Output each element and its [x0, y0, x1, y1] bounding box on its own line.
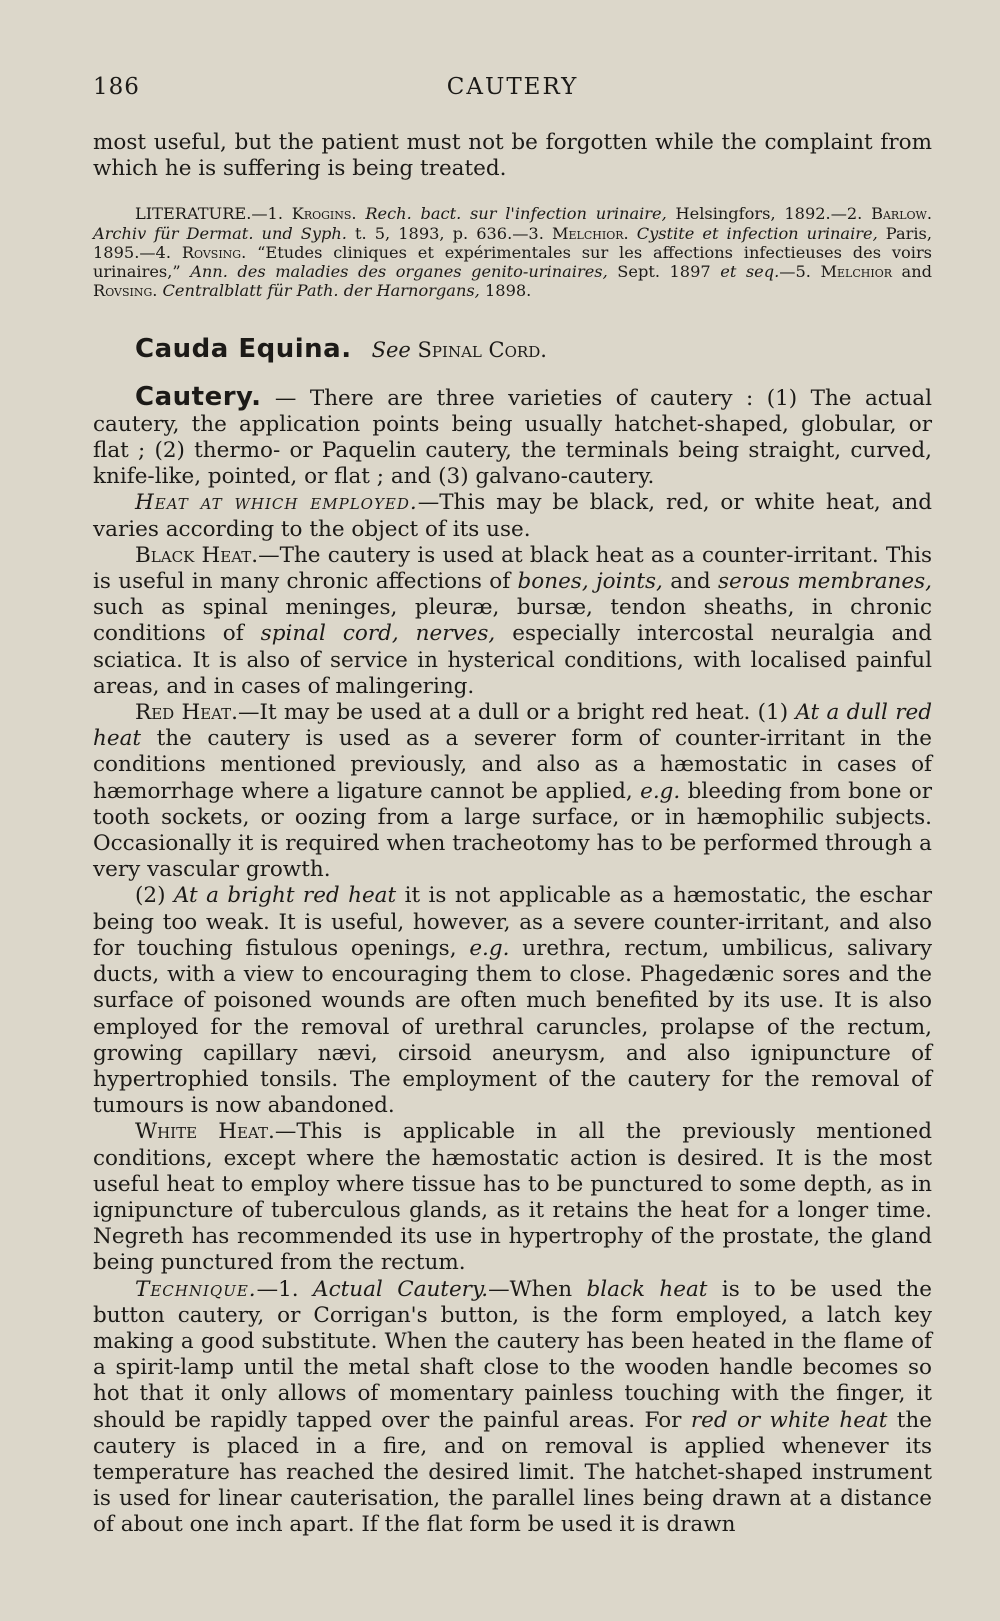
page-body — [93, 130, 932, 1539]
lit-text: Paris, 1895.—4. — [93, 223, 932, 262]
technique-text: is to be used the button cautery, or Corrigan's button, is the form employed, a latch key making a good substitute. When the cautery has been heated in the flame of a spirit-lamp until the metal shaft close to the wooden handle becomes so hot that it only allows of momentary painless touching with the finger, it should be rapidly tapped over the painful areas. For — [93, 1276, 932, 1433]
lit-title: et seq. — [720, 262, 780, 282]
lit-text: —1. — [251, 204, 292, 224]
cautery-entry — [93, 381, 932, 491]
lit-author: Melchior. — [551, 223, 629, 243]
literature-label: LITERATURE. — [135, 204, 252, 224]
emphasis: At a dull red heat — [93, 700, 932, 752]
lit-text: Sept. 1897 — [607, 262, 721, 282]
cauda-equina-heading: Cauda Equina. — [135, 334, 352, 365]
bright-red-paragraph — [93, 883, 932, 1119]
emphasis: serous membranes, — [717, 569, 932, 595]
intro-paragraph: most useful, but the patient must not be forgotten while the complaint from which he is suffering is being treated. — [93, 130, 932, 182]
lit-author: Rovsing. — [181, 242, 247, 262]
heat-subheading: Heat at which employed. — [135, 490, 418, 516]
lit-author: Krogins. — [291, 204, 357, 224]
red-heat-text: bleeding from bone or tooth sockets, or oozing from a large surface, or in hæmophilic subjects. Occasionally it is required when tracheotomy has to be performed through a very vascular growth. — [93, 778, 932, 883]
technique-paragraph — [93, 1277, 932, 1539]
literature-paragraph — [93, 204, 932, 300]
lit-title: Centralblatt für Path. der Harnorgans, — [157, 281, 480, 301]
emphasis: e.g. — [469, 935, 510, 961]
technique-text: —When — [488, 1276, 587, 1302]
technique-text: the cautery is placed in a fire, and on removal is applied whenever its temperature has reached the desired limit. The hatchet-shaped instrument is used for linear cauterisation, the parallel lines being drawn at a distance of about one inch apart. If the flat form be used it is drawn — [93, 1407, 932, 1538]
cautery-heading: Cautery. — [135, 381, 262, 412]
red-heat-text: the cautery is used as a severer form of counter-irritant in the conditions mentioned previously, and also as a hæmostatic in cases of hæmorrhage where a ligature cannot be applied, — [93, 726, 932, 804]
white-heat-subheading: White Heat. — [135, 1119, 275, 1145]
lit-text: and — [892, 262, 932, 282]
lit-title: Cystite et infection urinaire, — [628, 223, 878, 243]
black-heat-text: —The cautery is used at black heat as a counter-irritant. This is useful in many chronic affections of — [93, 542, 932, 595]
black-heat-text: especially intercostal neuralgia and sciatica. It is also of service in hysterical conditions, with localised painful areas, and in cases of malingering. — [93, 621, 932, 699]
lit-text: t. 5, 1893, p. 636.—3. — [346, 223, 552, 243]
lit-author: Barlow. — [871, 204, 932, 224]
cautery-text: — There are three varieties of cautery : (1) The actual cautery, the application points being usually hatchet-shaped, globular, or flat ; (2) thermo- or Paquelin cautery, the terminals being straight, curved, knife-like, pointed, or flat ; and (3) galvano-cautery. — [93, 385, 932, 490]
emphasis: Actual Cautery. — [313, 1276, 489, 1302]
black-heat-paragraph — [93, 543, 932, 700]
cross-reference: Spinal Cord. — [417, 338, 547, 363]
lit-author: Melchior — [820, 262, 893, 282]
page-number: 186 — [93, 74, 140, 100]
emphasis: spinal cord, nerves, — [260, 621, 496, 647]
black-heat-text: and — [662, 569, 718, 595]
lit-title: Ann. des maladies des organes genito-urinaires, — [190, 262, 608, 282]
bright-red-text: it is not applicable as a hæmostatic, the eschar being too weak. It is useful, however, as a severe counter-irritant, and also for touching fistulous openings, — [93, 883, 933, 961]
cauda-equina-entry — [93, 336, 932, 363]
white-heat-text: —This is applicable in all the previously mentioned conditions, except where the hæmostatic action is desired. It is the most useful heat to employ where tissue has to be punctured to some depth, as in ignipuncture of tuberculous glands, as it retains the heat for a longer time. Negreth has recommended its use in hypertrophy of the prostate, the gland being punctured from the rectum. — [93, 1119, 932, 1276]
lit-author: Rovsing. — [93, 281, 158, 301]
emphasis: black heat — [586, 1276, 708, 1302]
heat-paragraph — [93, 490, 932, 542]
lit-title: Rech. bact. sur l'infection urinaire, — [356, 204, 667, 224]
running-title: CAUTERY — [446, 74, 579, 100]
black-heat-text: such as spinal meninges, pleuræ, bursæ, tendon sheaths, in chronic conditions of — [93, 595, 932, 647]
lit-text: Helsingfors, 1892.—2. — [666, 204, 872, 224]
lit-text: 1898. — [479, 281, 532, 301]
bright-red-text: urethra, rectum, umbilicus, salivary ducts, with a view to encouraging them to close. Phagedænic sores and the surface of poisoned wounds are often much benefited by its use. It is also employed for the removal of urethral caruncles, prolapse of the rectum, growing capillary nævi, cirsoid aneurysm, and also ignipuncture of hypertrophied tonsils. The employment of the cautery for the removal of tumours is now abandoned. — [93, 935, 932, 1119]
black-heat-subheading: Black Heat. — [135, 542, 259, 568]
lit-text: —5. — [779, 262, 821, 282]
white-heat-paragraph — [93, 1119, 932, 1276]
emphasis: bones, joints, — [517, 569, 663, 595]
emphasis: red or white heat — [690, 1407, 888, 1433]
technique-text: —1. — [256, 1276, 314, 1302]
red-heat-subheading: Red Heat. — [135, 700, 238, 726]
running-header — [93, 74, 932, 108]
emphasis: At a bright red heat — [173, 883, 397, 909]
emphasis: e.g. — [640, 778, 681, 804]
heat-text: —This may be black, red, or white heat, and varies according to the object of its use. — [93, 490, 932, 542]
red-heat-text: —It may be used at a dull or a bright red heat. (1) — [238, 700, 796, 726]
lit-title: Archiv für Dermat. und Syph. — [93, 223, 347, 243]
see-label: See — [371, 338, 411, 363]
lit-text: “Etudes cliniques et expérimentales sur les affections infectieuses des voirs urinaires,” — [93, 242, 932, 282]
red-heat-paragraph — [93, 700, 932, 883]
bright-red-text: (2) — [135, 883, 174, 909]
technique-subheading: Technique. — [135, 1276, 257, 1302]
